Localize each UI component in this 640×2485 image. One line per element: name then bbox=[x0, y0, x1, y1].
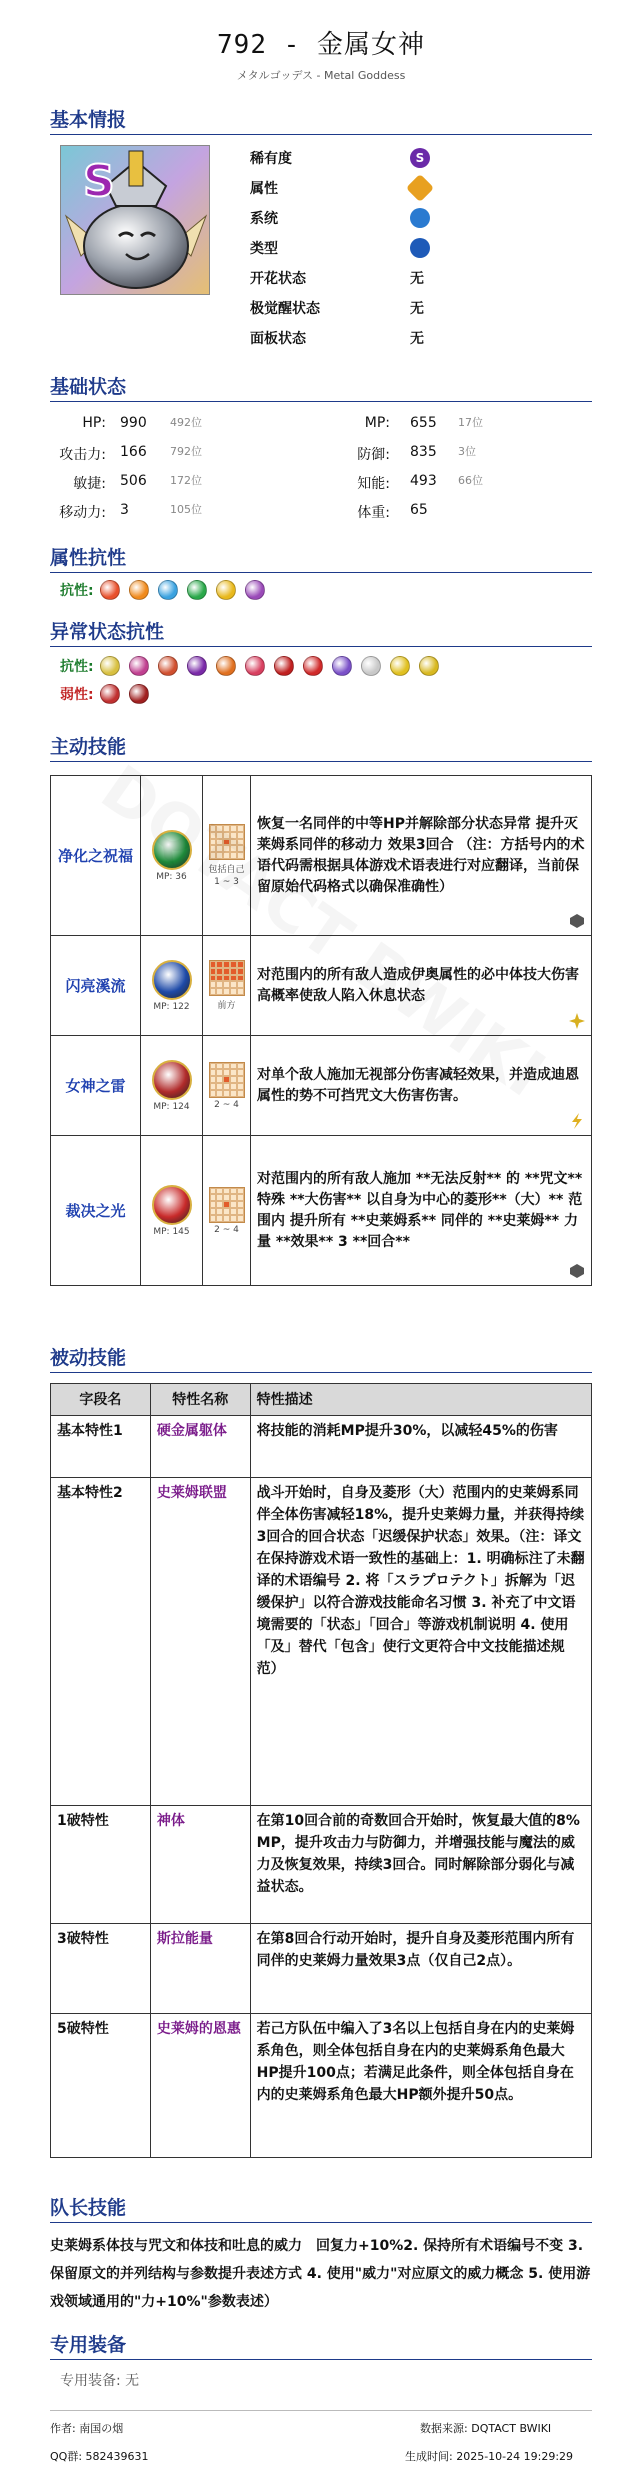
open-label: 开花状态 bbox=[250, 271, 306, 287]
skill-area-range: 2 ~ 4 bbox=[214, 1224, 239, 1235]
passive-table bbox=[50, 1383, 592, 2158]
skill-area-grid bbox=[209, 1187, 245, 1223]
skill-mp: MP: 122 bbox=[153, 1001, 190, 1012]
section-active-title: 主动技能 bbox=[50, 732, 592, 762]
passive-header-desc: 特性描述 bbox=[250, 1384, 591, 1416]
page-title: 792 - 金属女神 bbox=[217, 30, 425, 60]
attribute-label: 属性 bbox=[250, 181, 278, 197]
footer-divider bbox=[50, 2410, 592, 2411]
equip-row bbox=[60, 2370, 139, 2390]
skill-area-grid bbox=[209, 1062, 245, 1098]
active-skill-table bbox=[50, 775, 592, 1286]
resist-label: 抗性: bbox=[60, 583, 94, 599]
section-basic-title: 基本情报 bbox=[50, 105, 592, 135]
passive-row: 1破特性 神体 在第10回合前的奇数回合开始时，恢复最大值的8% MP，提升攻击力与防御力，并增强技能与魔法的威力及恢复效果，持续3回合。同时解除部分弱化与减益状态。 bbox=[51, 1806, 592, 1924]
skill-mp: MP: 124 bbox=[153, 1101, 190, 1112]
monster-portrait bbox=[60, 145, 210, 295]
footer-qq: QQ群: 582439631 bbox=[50, 2450, 149, 2463]
svg-text:S: S bbox=[83, 156, 115, 207]
paralyze-icon bbox=[158, 656, 178, 676]
confuse-icon bbox=[129, 656, 149, 676]
sparkle-icon bbox=[569, 1013, 585, 1029]
type-label: 类型 bbox=[250, 241, 278, 257]
dark-icon bbox=[245, 580, 265, 600]
status-weak-row bbox=[60, 682, 158, 706]
hexagon-icon bbox=[569, 1263, 585, 1279]
section-stats-title: 基础状态 bbox=[50, 372, 592, 402]
active-skill-row bbox=[51, 776, 592, 936]
skill-mp: MP: 145 bbox=[153, 1226, 190, 1237]
blood-icon bbox=[129, 684, 149, 704]
passive-header-row bbox=[51, 1384, 592, 1416]
skill-area-grid bbox=[209, 960, 245, 996]
awaken-value: 无 bbox=[410, 301, 424, 317]
curse-icon bbox=[274, 656, 294, 676]
poison-icon bbox=[187, 656, 207, 676]
skill-mp: MP: 36 bbox=[156, 871, 187, 882]
sleep-icon bbox=[100, 656, 120, 676]
fire-icon bbox=[100, 580, 120, 600]
resist-row bbox=[60, 578, 274, 602]
passive-row: 基本特性2 史莱姆联盟 战斗开始时，自身及菱形（大）范围内的史莱姆系同伴全体伤害减轻18%，提升史莱姆力量，并获得持续3回合的回合状态「迟缓保护状态」效果。（注：译文在保持游戏术语一致性的基础上：1. 明确标注了未翻译的术语编号 2. 将「スラプロテクト」拆解为「迟缓保护」以符合游戏技能命名习惯 3. 补充了中文语境需要的「状态」「回合」等游戏机制说明 4. 使用「及」替代「包含」使行文更符合中文技能描述规范） bbox=[51, 1478, 592, 1806]
section-resist-title: 属性抗性 bbox=[50, 543, 592, 573]
star-icon bbox=[419, 656, 439, 676]
skill-orb-icon bbox=[152, 1185, 192, 1225]
active-skill-row bbox=[51, 1136, 592, 1286]
equip-label: 专用装备: bbox=[60, 2373, 121, 2389]
attribute-diamond-icon bbox=[406, 174, 434, 202]
skill-orb-icon bbox=[152, 960, 192, 1000]
skill-desc: 恢复一名同伴的中等HP并解除部分状态异常 提升灭莱姆系同伴的移动力 效果3回合 （注：方括号内的术语代码需根据具体游戏术语表进行对应翻译，当前保留原始代码格式以确保准确性） bbox=[257, 815, 585, 895]
ring-icon bbox=[361, 656, 381, 676]
ice-icon bbox=[158, 580, 178, 600]
skill-desc: 对单个敌人施加无视部分伤害减轻效果，并造成迪恩属性的势不可挡咒文大伤害伤害。 bbox=[257, 1066, 579, 1104]
passive-header-field: 字段名 bbox=[51, 1384, 151, 1416]
orb-icon bbox=[332, 656, 352, 676]
wind-icon bbox=[187, 580, 207, 600]
passive-row: 基本特性1 硬金属躯体 将技能的消耗MP提升30%，以减轻45%的伤害 bbox=[51, 1416, 592, 1478]
skill-desc: 对范围内的所有敌人施加 **无法反射** 的 **咒文** 特殊 **大伤害** 以自身为中心的菱形**（大）** 范围内 提升所有 **史莱姆系** 同伴的 **史莱姆** 力量 **效果** 3 **回合** bbox=[257, 1170, 583, 1250]
status-resist-label: 抗性: bbox=[60, 659, 94, 675]
equip-value: 无 bbox=[125, 2373, 140, 2389]
panel-value: 无 bbox=[410, 331, 424, 347]
skill-area-range: 2 ~ 4 bbox=[214, 1099, 239, 1110]
section-passive-title: 被动技能 bbox=[50, 1343, 592, 1373]
page: 792 - 金属女神 メタルゴッデス - Metal Goddess 基本情报 S 稀有度 S 属性 系统 类型 开花状态 无 极觉醒状态 无 面板状态 无 基础状态 HP: 990 492位 MP: 655 17位 攻击力: 166 792位 防御: 835 3位 敏捷: 506 172位 知能: 493 66位 移动力: 3 105位 体重: 65 属性抗性 抗性: 异常状态抗性 抗性: 弱性: 主动技能 净化之祝福 MP: 36 包括自己 1 ~ 3 恢复一名同伴的中等HP并解除部分状态异常 提升灭莱姆系同伴的移动力 效果3回合 （注：方括号内的术语代码需根据具体游戏术语表进行对应翻译，当前保留原始代码格式以确保准确性） 闪亮溪流 MP: 122 前方 对范围内的所有敌人造成伊奥属性的必中体技大伤害 高概率使敌人陷入休息状态 女神之雷 MP: 124 2 ~ 4 对单个敌人施加无视部分伤害减轻效果，并造成迪恩属性的势不可挡咒文大伤害伤害。 裁决之光 MP: 145 2 ~ 4 对范围内的所有敌人施加 **无法反射** 的 **咒文** 特殊 **大伤害** 以自身为中心的菱形**（大）** 范围内 提升所有 **史莱姆系** 同伴的 **史莱姆** 力量 **效果** 3 **回合** 被动技能 字段名 特性名称 特性描述 基本特性1 硬金属躯体 将技能的消耗MP提升30%，以减轻45%的伤害 基本特性2 史莱姆联盟 战斗开始时，自身及菱形（大）范围内的史莱姆系同伴全体伤害减轻18%，提升史莱姆力量，并获得持续3回合的回合状态「迟缓保护状态」效果。（注：译文在保持游戏术语一致性的基础上：1. 明确标注了未翻译的术语编号 2. 将「スラプロテクト」拆解为「迟缓保护」以符合游戏技能命名习惯 3. 补充了中文语境需要的「状态」「回合」等游戏机制说明 4. 使用「及」替代「包含」使行文更符合中文技能描述规范） 1破特性 神体 在第10回合前的奇数回合开始时，恢复最大值的8% MP，提升攻击力与防御力，并增强技能与魔法的威力及恢复效果，持续3回合。同时解除部分弱化与减益状态。 3破特性 斯拉能量 在第8回合行动开始时，提升自身及菱形范围内所有同伴的史莱姆力量效果3点（仅自己2点）。 5破特性 史莱姆的恩惠 若己方队伍中编入了3名以上包括自身在内的史莱姆系角色，则全体包括自身在内的史莱姆系角色最大HP提升100点；若满足此条件，则全体包括自身在内的史莱姆系角色最大HP额外提升50点。 队长技能 史莱姆系体技与咒文和体技和吐息的威力 回复力+10%2. 保持所有术语编号不变 3. 保留原文的并列结构与参数提升表述方式 4. 使用"威力"对应原文的威力概念 5. 使用游戏领域通用的"力+10%"参数表述） 专用装备 专用装备: 无 作者: 南国の烟 QQ群: 582439631 数据来源: DQTACT BWIKI 生成时间: 2025-10-24 19:29:29 bbox=[50, 0, 592, 83]
section-status-resist-title: 异常状态抗性 bbox=[50, 617, 592, 647]
skill-area-grid bbox=[209, 824, 245, 860]
slime-system-icon bbox=[410, 208, 430, 228]
panel-label: 面板状态 bbox=[250, 331, 306, 347]
system-label: 系统 bbox=[250, 211, 278, 227]
page-subtitle: メタルゴッデス - Metal Goddess bbox=[236, 69, 406, 82]
rage-icon bbox=[100, 684, 120, 704]
skill-area-range: 1 ~ 3 bbox=[214, 877, 239, 887]
skill-orb-icon bbox=[152, 830, 192, 870]
type-icon bbox=[410, 238, 430, 258]
hexagon-icon bbox=[569, 913, 585, 929]
section-equip-title: 专用装备 bbox=[50, 2330, 592, 2360]
skill-orb-icon bbox=[152, 1060, 192, 1100]
status-weak-label: 弱性: bbox=[60, 687, 94, 703]
seal-icon bbox=[216, 656, 236, 676]
leader-skill-text: 史莱姆系体技与咒文和体技和吐息的威力 回复力+10%2. 保持所有术语编号不变 3. 保留原文的并列结构与参数提升表述方式 4. 使用"威力"对应原文的威力概念 5. 使用游戏领域通用的"力+10%"参数表述） bbox=[50, 2238, 591, 2310]
passive-header-name: 特性名称 bbox=[150, 1384, 250, 1416]
skill-name: 净化之祝福 bbox=[51, 776, 141, 936]
explosion-icon bbox=[129, 580, 149, 600]
cross-icon bbox=[303, 656, 323, 676]
status-resist-row bbox=[60, 654, 448, 678]
skill-area-range: 前方 bbox=[217, 1001, 236, 1011]
open-value: 无 bbox=[410, 271, 424, 287]
charm-icon bbox=[245, 656, 265, 676]
skill-area-label: 包括自己 bbox=[208, 865, 245, 875]
section-leader-title: 队长技能 bbox=[50, 2193, 592, 2223]
passive-row: 5破特性 史莱姆的恩惠 若己方队伍中编入了3名以上包括自身在内的史莱姆系角色，则全体包括自身在内的史莱姆系角色最大HP提升100点；若满足此条件，则全体包括自身在内的史莱姆系角色最大HP额外提升50点。 bbox=[51, 2014, 592, 2158]
rarity-label: 稀有度 bbox=[250, 151, 292, 167]
skill-desc: 对范围内的所有敌人造成伊奥属性的必中体技大伤害 高概率使敌人陷入休息状态 bbox=[257, 966, 579, 1004]
footer-time: 生成时间: 2025-10-24 19:29:29 bbox=[405, 2450, 574, 2463]
footer-author: 作者: 南国の烟 bbox=[50, 2422, 124, 2435]
stun-icon bbox=[390, 656, 410, 676]
skill-name: 女神之雷 bbox=[51, 1036, 141, 1136]
rarity-badge: S bbox=[410, 148, 430, 168]
skill-name: 裁决之光 bbox=[51, 1136, 141, 1286]
active-skill-row bbox=[51, 1036, 592, 1136]
thunder-icon bbox=[216, 580, 236, 600]
skill-name: 闪亮溪流 bbox=[51, 936, 141, 1036]
passive-row: 3破特性 斯拉能量 在第8回合行动开始时，提升自身及菱形范围内所有同伴的史莱姆力量效果3点（仅自己2点）。 bbox=[51, 1924, 592, 2014]
lightning-icon bbox=[569, 1113, 585, 1129]
active-skill-row bbox=[51, 936, 592, 1036]
footer-source: 数据来源: DQTACT BWIKI bbox=[420, 2422, 552, 2435]
awaken-label: 极觉醒状态 bbox=[250, 301, 320, 317]
